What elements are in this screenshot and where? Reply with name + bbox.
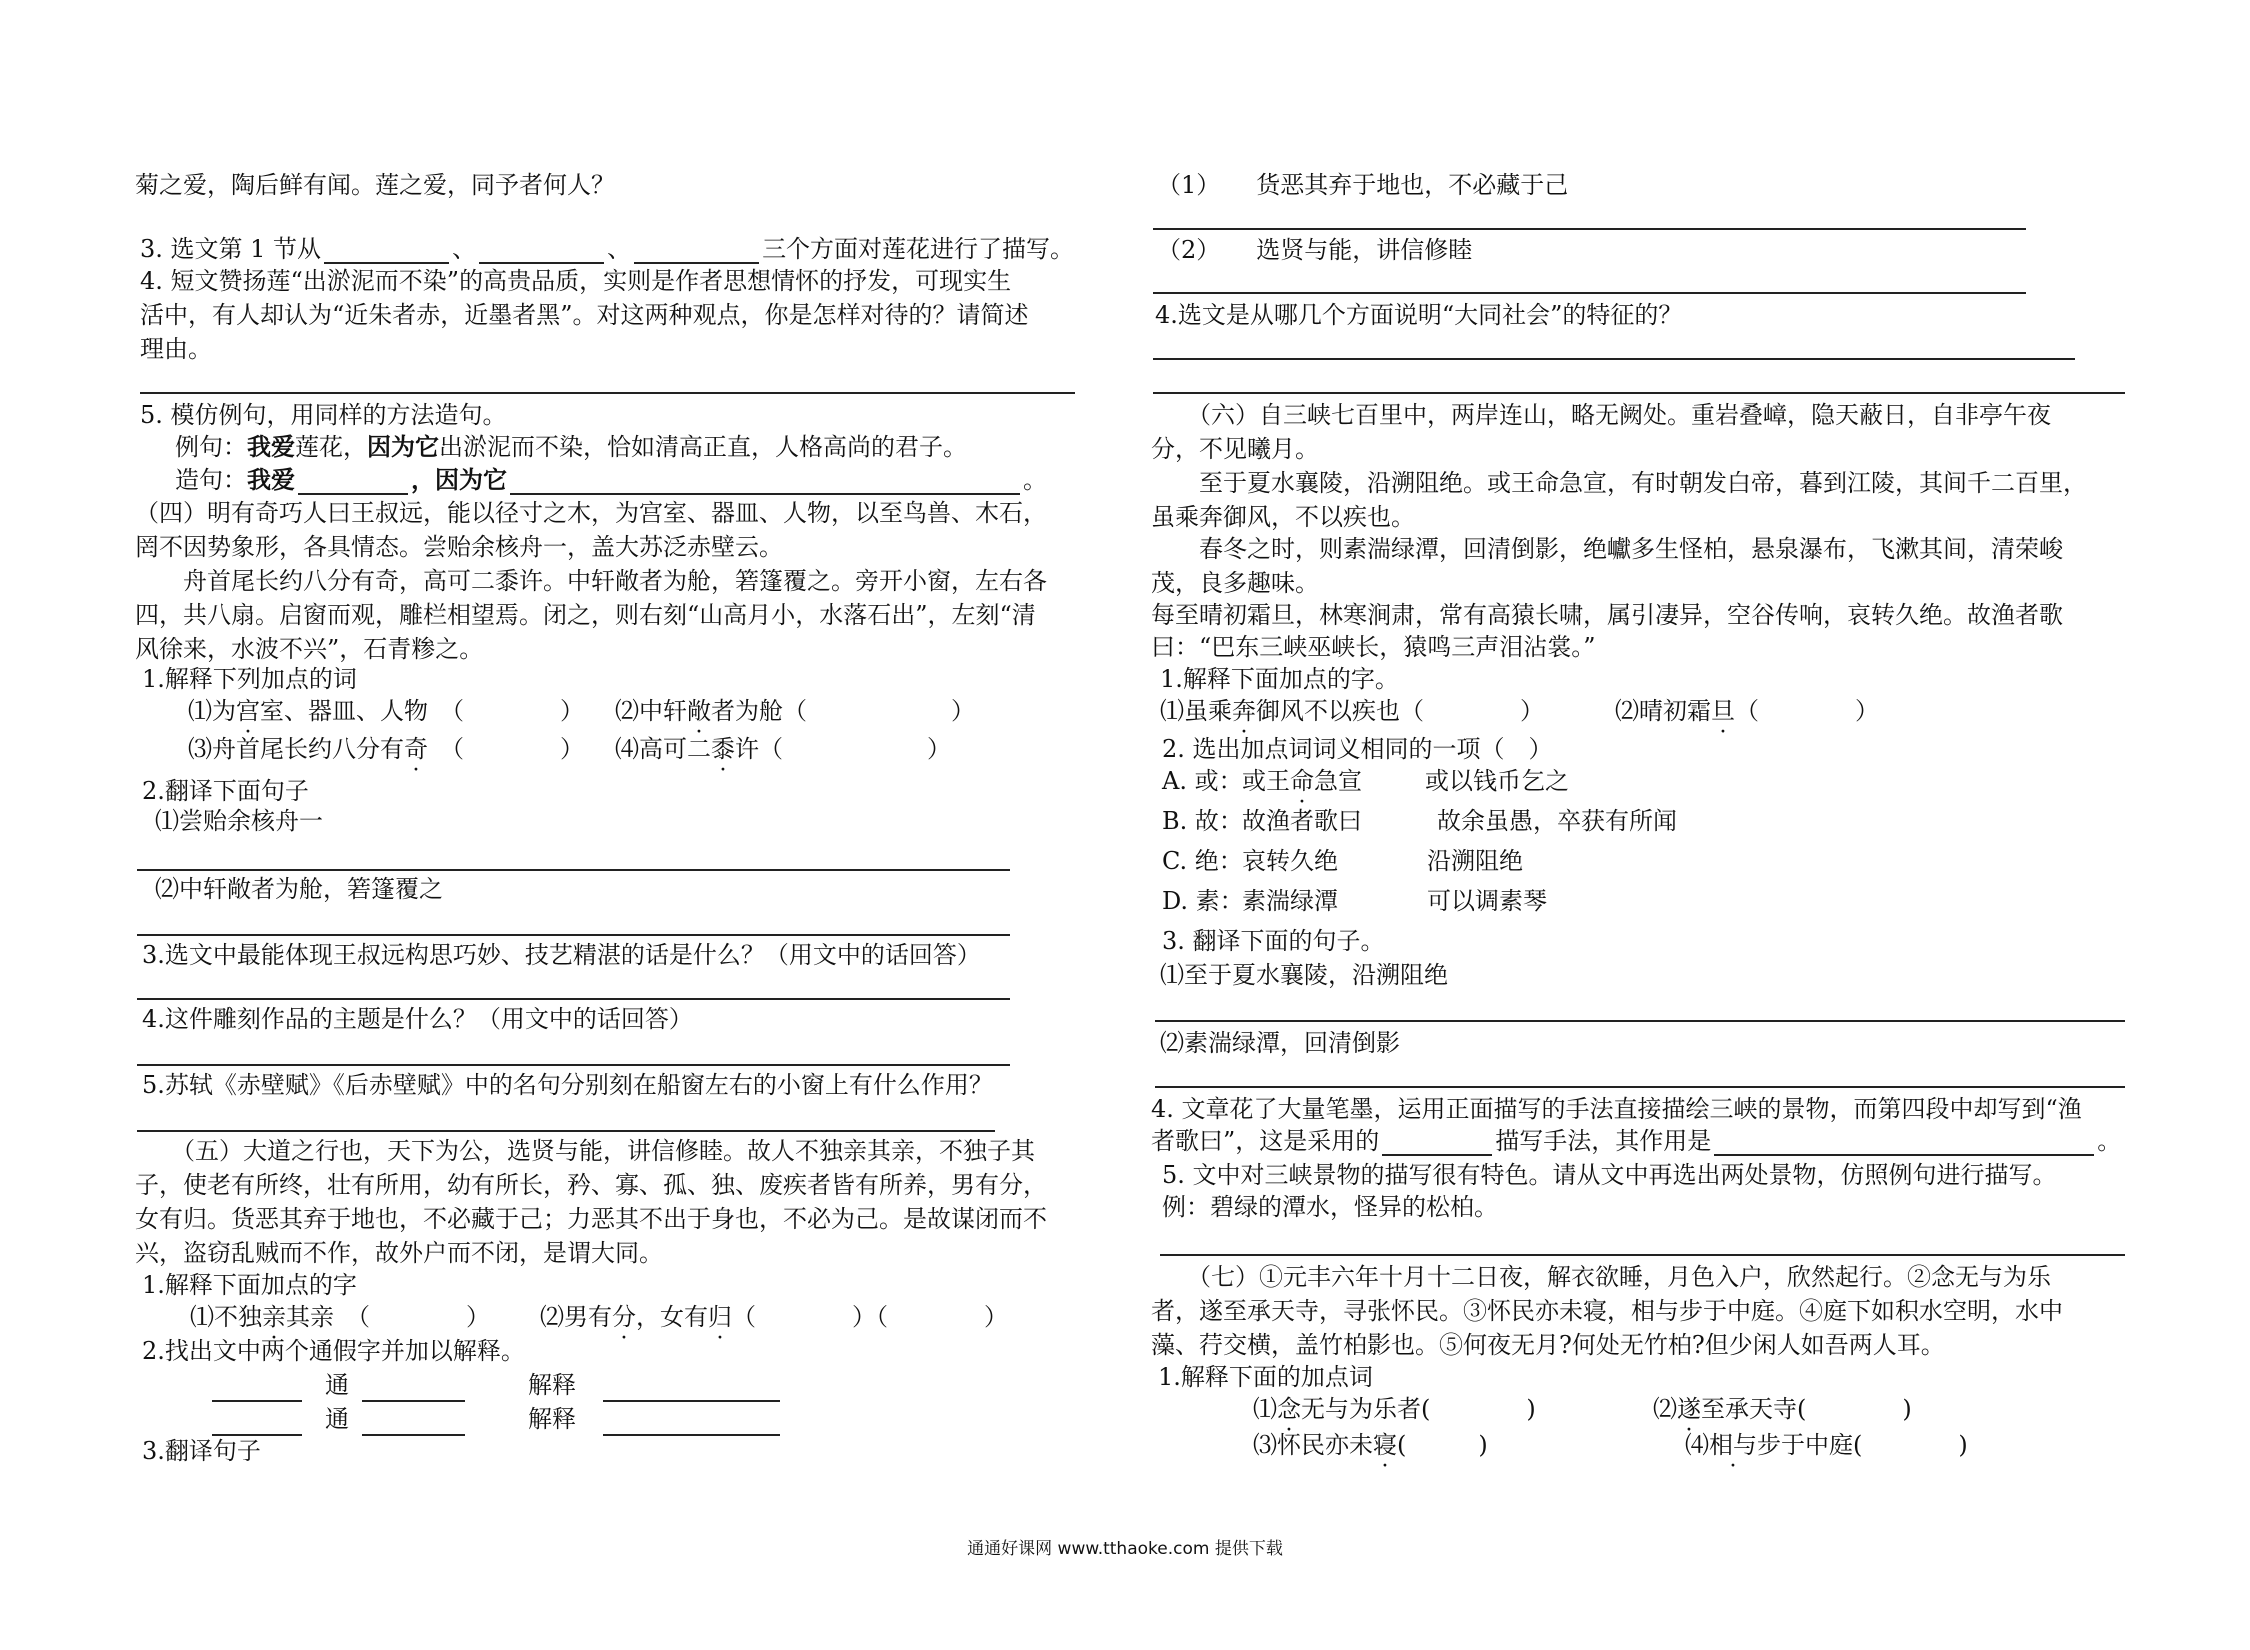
p7-q1-item	[1253, 1394, 1536, 1424]
option-text: 哀转久绝	[1242, 847, 1338, 875]
p5-question-3: 3.翻译句子	[142, 1437, 261, 1465]
p4-question-5: 5.苏轼《赤壁赋》《后赤壁赋》中的名句分别刻在船窗左右的小窗上有什么作用？	[142, 1071, 993, 1099]
item-text: ，女有	[636, 1303, 708, 1331]
example-label: 例句：	[175, 433, 247, 461]
option-d-1	[1242, 886, 1338, 916]
answer-line[interactable]	[1153, 392, 2125, 394]
item-text: ⑵晴初霜	[1615, 697, 1711, 725]
separator: 、	[607, 235, 632, 263]
item-text: ⑵	[1653, 1395, 1677, 1423]
answer-line[interactable]	[362, 1434, 465, 1436]
answer-blank[interactable]	[510, 469, 1020, 495]
answer-line[interactable]	[212, 1400, 302, 1402]
item-text: （ ）（ ）	[732, 1303, 1008, 1331]
p6-q5-example: 例：碧绿的潭水，怪异的松柏。	[1162, 1193, 1498, 1221]
option-label: D. 素：	[1162, 887, 1244, 915]
answer-line[interactable]	[603, 1434, 780, 1436]
dotted-word: 相与	[1709, 1431, 1757, 1459]
answer-line[interactable]	[1153, 292, 2026, 294]
p4-q2-item: ⑴尝贻余核舟一	[155, 807, 323, 835]
item-text: ⑷	[1685, 1431, 1709, 1459]
answer-line[interactable]	[362, 1400, 465, 1402]
option-b-1	[1242, 806, 1362, 836]
dotted-word: 宫	[236, 697, 260, 725]
bold-text: ，因为它	[411, 465, 507, 494]
dotted-word: 敞	[687, 697, 711, 725]
item-text: ( )	[1397, 1431, 1488, 1459]
answer-blank[interactable]	[324, 238, 449, 264]
item-text: ⑴	[1253, 1395, 1277, 1423]
option-text: 素湍绿潭	[1242, 887, 1338, 915]
p4-question-3: 3.选文中最能体现王叔远构思巧妙、技艺精湛的话是什么？（用文中的话回答）	[142, 941, 981, 969]
passage-6-line: 至于夏水襄陵，沿溯阻绝。或王命急宣，有时朝发白帝，暮到江陵，其间千二百里，	[1151, 469, 2087, 497]
translate-item: （2） 选贤与能，讲信修睦	[1157, 236, 1473, 264]
passage-7-line: （七）①元丰六年十月十二日夜，解衣欲睡，月色入户，欣然起行。②念无与为乐	[1151, 1263, 2051, 1291]
p7-q1-item	[1653, 1394, 1912, 1424]
p6-question-2: 2. 选出加点词词义相同的一项（ ）	[1162, 735, 1553, 763]
question-4-line3: 理由。	[140, 335, 212, 363]
dotted-word: 遂	[1677, 1395, 1701, 1423]
answer-line[interactable]	[1153, 358, 2075, 360]
p4-q1-item	[615, 696, 975, 726]
answer-line[interactable]	[1155, 1020, 2125, 1022]
option-text: 或以钱币乞之	[1425, 767, 1569, 795]
passage-4-line: 四，共八扇。启窗而观，雕栏相望焉。闭之，则右刻“山高月小，水落石出”，左刻“清	[135, 601, 1036, 629]
p5-q1-item	[190, 1302, 490, 1332]
item-text: ⑴虽乘	[1160, 697, 1232, 725]
p4-q2-item: ⑵中轩敞者为舱，箬篷覆之	[155, 875, 443, 903]
answer-blank[interactable]	[1714, 1130, 2094, 1156]
p4-q1-item	[615, 734, 951, 764]
p4-question-1: 1.解释下列加点的词	[142, 665, 357, 693]
answer-line[interactable]	[137, 1130, 995, 1132]
option-d	[1162, 886, 1244, 916]
passage-4-line: （四）明有奇巧人曰王叔远，能以径寸之木，为宫室、器皿、人物，以至鸟兽、木石，	[135, 499, 1047, 527]
tong-label: 通	[325, 1405, 349, 1433]
option-text: 沿溯阻绝	[1427, 847, 1523, 875]
p5-question-2: 2.找出文中两个通假字并加以解释。	[142, 1337, 525, 1365]
passage-5-line: 兴，盗窃乱贼而不作，故外户而不闭，是谓大同。	[135, 1239, 663, 1267]
answer-line[interactable]	[137, 1064, 1010, 1066]
page-footer: 通通好课网 www.tthaoke.com 提供下载	[967, 1539, 1283, 1559]
q4-text: 者歌曰”，这是采用的	[1151, 1127, 1380, 1155]
p4-q1-item	[188, 696, 584, 726]
item-text: ⑵男有	[540, 1303, 612, 1331]
example-text: 莲花，	[295, 433, 367, 461]
p6-question-4-line2	[1151, 1126, 2121, 1156]
example-sentence	[175, 432, 967, 462]
option-label: C. 绝：	[1162, 847, 1243, 875]
option-text: 或王命急宣 ·	[1242, 767, 1362, 795]
option-a	[1162, 766, 1243, 796]
item-text: ⑷高可二	[615, 735, 711, 763]
passage-4-line: 舟首尾长约八分有奇，高可二黍许。中轩敞者为舱，箬篷覆之。旁开小窗，左右各	[135, 567, 1047, 595]
item-text: ⑶舟首尾长约八分有	[188, 735, 404, 763]
question-4-line2: 活中，有人却认为“近朱者赤，近墨者黑”。对这两种观点，你是怎样对待的？请简述	[140, 301, 1029, 329]
dotted-word: 念	[1277, 1395, 1301, 1423]
item-text: ⑴不独	[190, 1303, 262, 1331]
example-text: 出淤泥而不染，恰如清高正直，人格高尚的君子。	[439, 433, 967, 461]
p4-question-4: 4.这件雕刻作品的主题是什么？（用文中的话回答）	[142, 1005, 693, 1033]
dotted-word: 亲	[262, 1303, 286, 1331]
item-text: 至承天寺( )	[1701, 1395, 1912, 1423]
dotted-word: 寝	[1373, 1431, 1397, 1459]
option-c-1	[1242, 846, 1338, 876]
bold-text: 我爱	[247, 465, 295, 494]
r-question-4: 4.选文是从哪几个方面说明“大同社会”的特征的？	[1155, 301, 1683, 329]
item-text: 步于中庭( )	[1757, 1431, 1968, 1459]
passage-4-line: 罔不因势象形，各具情态。尝贻余核舟一，盖大苏泛赤壁云。	[135, 533, 783, 561]
item-text: 者为舱（ ）	[711, 697, 975, 725]
option-d-2	[1427, 886, 1547, 916]
dotted-word: 旦	[1711, 697, 1735, 725]
answer-line[interactable]	[1155, 1086, 2125, 1088]
answer-line[interactable]	[140, 392, 1075, 394]
passage-6-line: 每至晴初霜旦，林寒涧肃，常有高猿长啸，属引凄异，空谷传响，哀转久绝。故渔者歌	[1151, 601, 2063, 629]
dotted-word: 奔	[1232, 697, 1256, 725]
answer-blank[interactable]	[1382, 1130, 1492, 1156]
option-text: 故渔者歌曰	[1242, 807, 1362, 835]
dotted-word: 归	[708, 1303, 732, 1331]
option-label: A. 或：	[1162, 767, 1243, 795]
item-text: 御风不以疾也（ ）	[1256, 697, 1544, 725]
bold-text: 我爱	[247, 432, 295, 461]
q4-text: 描写手法，其作用是	[1495, 1127, 1712, 1155]
separator: 、	[452, 235, 477, 263]
p7-q1-item	[1253, 1430, 1488, 1460]
passage-5-line: （五）大道之行也，天下为公，选贤与能，讲信修睦。故人不独亲其亲，不独子其	[135, 1137, 1035, 1165]
period: 。	[2097, 1127, 2122, 1155]
option-text: 故余虽愚，卒获有所闻	[1437, 807, 1677, 835]
item-text: 室、器皿、人物 （ ）	[260, 697, 584, 725]
translate-item: （1） 货恶其弃于地也，不必藏于己	[1157, 171, 1569, 199]
p7-question-1: 1.解释下面的加点词	[1158, 1363, 1373, 1391]
p5-q1-item	[540, 1302, 1008, 1332]
dotted-word: 分	[612, 1303, 636, 1331]
option-b-2	[1437, 806, 1677, 836]
option-label: B. 故：	[1162, 807, 1243, 835]
option-a-2	[1425, 766, 1569, 796]
make-sentence	[175, 465, 1047, 495]
question-4-line1: 4. 短文赞扬莲“出淤泥而不染”的高贵品质，实则是作者思想情怀的抒发，可现实生	[140, 267, 1012, 295]
answer-blank[interactable]	[634, 238, 759, 264]
passage-5-line: 子，使老有所终，壮有所用，幼有所长，矜、寡、孤、独、废疾者皆有所养，男有分，	[135, 1171, 1047, 1199]
option-c-2	[1427, 846, 1523, 876]
p4-question-2: 2.翻译下面句子	[142, 777, 309, 805]
passage-6-line: 虽乘奔御风，不以疾也。	[1151, 503, 1415, 531]
answer-line[interactable]	[1153, 228, 2026, 230]
item-text: 许（ ）	[735, 735, 951, 763]
passage-6-line: 茂，良多趣味。	[1151, 569, 1319, 597]
item-text: （ ）	[1735, 697, 1879, 725]
passage-4-line: 风徐来，水波不兴”，石青糁之。	[135, 635, 484, 663]
answer-line[interactable]	[137, 869, 1010, 871]
make-label: 造句：	[175, 466, 247, 494]
p6-question-5: 5. 文中对三峡景物的描写很有特色。请从文中再选出两处景物，仿照例句进行描写。	[1162, 1161, 2057, 1189]
dotted-word: 奇	[404, 735, 428, 763]
option-b	[1162, 806, 1243, 836]
answer-line[interactable]	[137, 934, 1010, 936]
period: 。	[1023, 466, 1047, 494]
p6-question-1: 1.解释下面加点的字。	[1160, 665, 1399, 693]
p5-question-1: 1.解释下面加点的字	[142, 1271, 357, 1299]
passage-7-line: 者，遂至承天寺，寻张怀民。③怀民亦未寝，相与步于中庭。④庭下如积水空明，水中	[1151, 1297, 2063, 1325]
q3-text-end: 三个方面对莲花进行了描写。	[762, 235, 1075, 263]
answer-blank[interactable]	[479, 238, 604, 264]
passage-7-line: 藻、荇交横，盖竹柏影也。⑤何夜无月?何处无竹柏?但少闲人如吾两人耳。	[1151, 1331, 1945, 1359]
passage-6-line: 春冬之时，则素湍绿潭，回清倒影，绝巘多生怪柏，悬泉瀑布，飞漱其间，清荣峻	[1151, 535, 2063, 563]
passage-5-line: 女有归。货恶其弃于地也，不必藏于己；力恶其不出于身也，不必为己。是故谋闭而不	[135, 1205, 1047, 1233]
jieshi-label: 解释	[528, 1371, 576, 1399]
p6-q3-item: ⑴至于夏水襄陵，沿溯阻绝	[1160, 961, 1448, 989]
dotted-word: 黍	[711, 735, 735, 763]
p6-q1-item	[1160, 696, 1544, 726]
answer-blank[interactable]	[298, 469, 408, 495]
answer-line[interactable]	[1160, 1254, 2125, 1256]
answer-line[interactable]	[137, 998, 1010, 1000]
option-text: 可以调素琴	[1427, 887, 1547, 915]
answer-line[interactable]	[603, 1400, 780, 1402]
question-5: 5. 模仿例句，用同样的方法造句。	[140, 401, 507, 429]
passage-6-line: 曰：“巴东三峡巫峡长，猿鸣三声泪沾裳。”	[1151, 633, 1596, 661]
p6-question-4: 4. 文章花了大量笔墨，运用正面描写的手法直接描绘三峡的景物，而第四段中却写到“渔	[1151, 1095, 2082, 1123]
passage-6-line: 分，不见曦月。	[1151, 435, 1319, 463]
text-line: 菊之爱，陶后鲜有闻。莲之爱，同予者何人？	[135, 171, 615, 199]
item-text: （ ）	[428, 735, 584, 763]
tong-label: 通	[325, 1371, 349, 1399]
passage-6-line: （六）自三峡七百里中，两岸连山，略无阙处。重岩叠嶂，隐天蔽日，自非亭午夜	[1151, 401, 2051, 429]
item-text: ⑴为	[188, 697, 236, 725]
item-text: ⑵中轩	[615, 697, 687, 725]
option-c	[1162, 846, 1243, 876]
bold-text: 因为它	[367, 432, 439, 461]
item-text: 其亲 （ ）	[286, 1303, 490, 1331]
question-3	[140, 234, 1074, 264]
p7-q1-item	[1685, 1430, 1968, 1460]
p4-q1-item	[188, 734, 584, 764]
item-text: ⑶怀民亦未	[1253, 1431, 1373, 1459]
p6-question-3: 3. 翻译下面的句子。	[1162, 927, 1385, 955]
option-a-1	[1242, 766, 1362, 796]
jieshi-label: 解释	[528, 1405, 576, 1433]
item-text: 无与为乐者( )	[1301, 1395, 1536, 1423]
q3-text: 3. 选文第 1 节从	[140, 235, 322, 263]
p6-q1-item	[1615, 696, 1879, 726]
p6-q3-item: ⑵素湍绿潭，回清倒影	[1160, 1029, 1400, 1057]
